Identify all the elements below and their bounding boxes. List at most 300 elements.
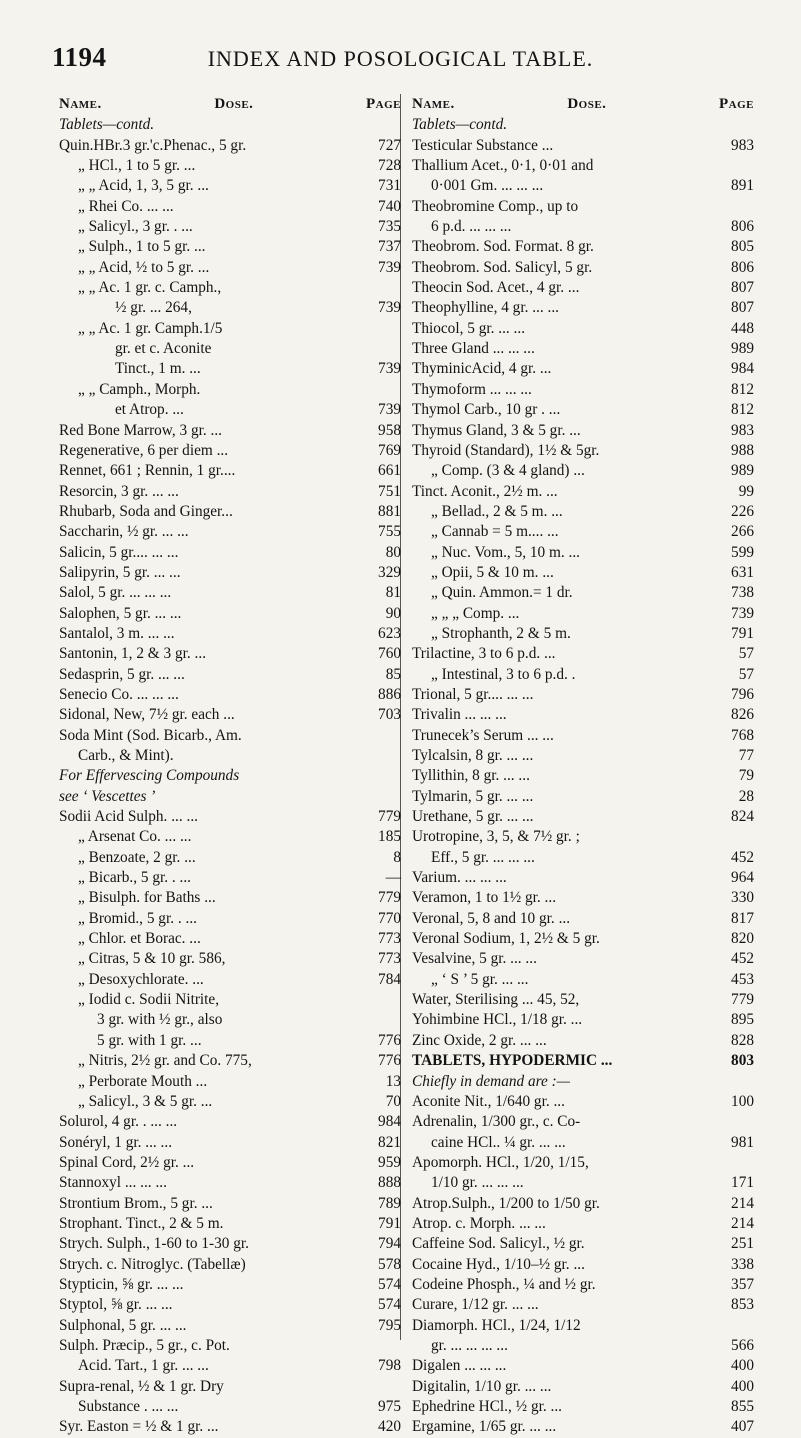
index-entry [59, 970, 401, 990]
entry-text: „ „ „ Comp. ... [431, 604, 520, 622]
index-entry [412, 1112, 754, 1132]
entry-page: 100 [731, 1092, 754, 1110]
index-entry [59, 929, 401, 949]
index-entry [412, 746, 754, 766]
entry-text: TABLETS, HYPODERMIC ... [412, 1052, 613, 1070]
entry-page: 895 [731, 1011, 754, 1029]
entry-page [397, 1010, 401, 1030]
entry-page: 623 [378, 624, 401, 642]
index-entry [412, 1194, 754, 1214]
index-entry [59, 990, 401, 1010]
entry-page: 755 [378, 523, 401, 541]
index-entry [412, 217, 754, 237]
index-entry [412, 787, 754, 807]
entry-page: 779 [731, 991, 754, 1009]
index-entry [59, 197, 401, 217]
index-entry [412, 522, 754, 542]
entry-page: 975 [378, 1398, 401, 1415]
entry-page: 958 [378, 421, 401, 439]
entry-page [397, 278, 401, 298]
entry-page: 959 [378, 1153, 401, 1171]
entry-text: Sulph. Præcip., 5 gr., c. Pot. [59, 1336, 230, 1354]
header-name: Name. [59, 96, 102, 112]
entry-text: Senecio Co. ... ... ... [59, 685, 179, 703]
entry-page: 826 [731, 706, 754, 724]
entry-page [750, 197, 754, 217]
entry-page: 886 [378, 685, 401, 703]
index-entry [412, 1092, 754, 1112]
index-entry [412, 176, 754, 196]
entry-text: ½ gr. ... 264, [115, 299, 192, 317]
entry-text: Spinal Cord, 2½ gr. ... [59, 1153, 195, 1171]
entry-text: Apomorph. HCl., 1/20, 1/15, [412, 1153, 589, 1171]
entry-text: „ „ Acid, ½ to 5 gr. ... [78, 258, 210, 276]
index-entry [59, 888, 401, 908]
entry-text: Stypticin, ⅝ gr. ... ... [59, 1275, 184, 1293]
entry-text: „ Iodid c. Sodii Nitrite, [78, 991, 220, 1009]
entry-page: 820 [731, 930, 754, 948]
entry-page: 57 [738, 665, 754, 683]
entry-page: 881 [378, 502, 401, 520]
index-entry [59, 868, 401, 888]
entry-page: 661 [378, 462, 401, 480]
index-entry [59, 1275, 401, 1295]
index-entry [59, 807, 401, 827]
entry-text: „ Bicarb., 5 gr. . ... [78, 869, 192, 887]
index-entry [412, 461, 754, 481]
index-entry [59, 482, 401, 502]
index-entry [412, 848, 754, 868]
entry-page [750, 1072, 754, 1092]
index-entry [412, 644, 754, 664]
index-entry [412, 543, 754, 563]
index-entry [412, 970, 754, 990]
index-entry [412, 136, 754, 156]
entry-text: Styptol, ⅝ gr. ... ... [59, 1296, 173, 1314]
entry-text: Sedasprin, 5 gr. ... ... [59, 665, 185, 683]
entry-text: Saccharin, ½ gr. ... ... [59, 523, 189, 541]
index-entry [412, 949, 754, 969]
entry-page: 407 [731, 1418, 754, 1436]
page-number: 1194 [52, 42, 107, 72]
entry-text: 3 gr. with ½ gr., also [97, 1011, 223, 1029]
index-entry [59, 441, 401, 461]
entry-page: 794 [378, 1235, 401, 1253]
page-header [0, 42, 801, 78]
entry-text: Chiefly in demand are :— [412, 1072, 571, 1090]
index-entry [412, 1031, 754, 1051]
entry-page: 631 [731, 563, 754, 581]
entry-page: 574 [378, 1296, 401, 1314]
column-header [59, 94, 401, 114]
index-entry [59, 1397, 401, 1417]
index-entry [412, 1295, 754, 1315]
entry-text: „ „ Acid, 1, 3, 5 gr. ... [78, 177, 209, 195]
entry-page: 566 [731, 1336, 754, 1354]
entry-text: Theophylline, 4 gr. ... ... [412, 299, 560, 317]
entry-text: Water, Sterilising ... 45, 52, [412, 991, 580, 1009]
entry-text: Santonin, 1, 2 & 3 gr. ... [59, 645, 207, 663]
entry-page: 739 [378, 299, 401, 317]
entry-page: 807 [731, 279, 754, 297]
entry-text: Supra-renal, ½ & 1 gr. Dry [59, 1377, 224, 1395]
entry-page: 251 [731, 1235, 754, 1253]
index-entry [59, 543, 401, 563]
entry-page: 13 [385, 1072, 401, 1090]
entry-page: 770 [378, 909, 401, 927]
index-entry [412, 807, 754, 827]
entry-page: 739 [731, 604, 754, 622]
entry-text: Eff., 5 gr. ... ... ... [431, 848, 535, 866]
entry-page: 171 [731, 1174, 754, 1192]
index-entry [412, 705, 754, 725]
index-entry [59, 746, 401, 766]
entry-page: 983 [731, 421, 754, 439]
entry-text: „ Bisulph. for Baths ... [78, 889, 216, 907]
index-entry [59, 583, 401, 603]
entry-page: 821 [378, 1133, 401, 1151]
entry-text: Acid. Tart., 1 gr. ... ... [78, 1357, 209, 1375]
entry-text: Carb., & Mint). [78, 747, 174, 764]
entry-page: 185 [378, 828, 401, 846]
index-entry [412, 1051, 754, 1071]
index-entry [59, 1173, 401, 1193]
entry-page: 214 [731, 1194, 754, 1212]
entry-page: 578 [378, 1255, 401, 1273]
index-entry [412, 583, 754, 603]
entry-text: Urotropine, 3, 5, & 7½ gr. ; [412, 828, 580, 846]
header-dose: Dose. [567, 96, 607, 112]
index-entry [412, 1356, 754, 1376]
entry-text: 0·001 Gm. ... ... ... [431, 177, 544, 195]
index-entry [59, 380, 401, 400]
index-entry [59, 1356, 401, 1376]
header-dose: Dose. [214, 96, 254, 112]
entry-page: 791 [731, 624, 754, 642]
index-entry [412, 1173, 754, 1193]
entry-text: Strophant. Tinct., 2 & 5 m. [59, 1214, 224, 1232]
index-entry [59, 502, 401, 522]
entry-page: 739 [378, 360, 401, 378]
index-entry [412, 319, 754, 339]
index-entry [59, 1377, 401, 1397]
entry-page: — [385, 869, 401, 887]
entry-page: 855 [731, 1398, 754, 1415]
entry-text: Rennet, 661 ; Rennin, 1 gr.... [59, 462, 236, 480]
entry-page: 99 [738, 482, 754, 500]
entry-text: Thymoform ... ... ... [412, 380, 532, 398]
entry-page [397, 990, 401, 1010]
entry-text: Salicin, 5 gr.... ... ... [59, 543, 179, 561]
entry-text: et Atrop. ... [115, 401, 184, 419]
entry-page: 329 [378, 563, 401, 581]
index-entry [412, 380, 754, 400]
entry-page: 448 [731, 319, 754, 337]
entry-page: 266 [731, 523, 754, 541]
index-entry [59, 563, 401, 583]
entry-page: 751 [378, 482, 401, 500]
header-name: Name. [412, 96, 455, 112]
entry-page: 989 [731, 462, 754, 480]
entry-page: 888 [378, 1174, 401, 1192]
index-entry [412, 888, 754, 908]
entry-page: 574 [378, 1275, 401, 1293]
entry-page: 983 [731, 136, 754, 154]
entry-text: Yohimbine HCl., 1/18 gr. ... [412, 1011, 583, 1029]
entry-text: ThyminicAcid, 4 gr. ... [412, 360, 552, 378]
index-entry [59, 461, 401, 481]
entry-text: gr. ... ... ... ... [431, 1336, 508, 1354]
entry-page: 214 [731, 1214, 754, 1232]
entry-page [397, 339, 401, 359]
index-entry [59, 1031, 401, 1051]
entry-page [397, 746, 401, 766]
entry-text: Trilactine, 3 to 6 p.d. ... [412, 645, 556, 663]
index-entry [412, 929, 754, 949]
entry-text: Urethane, 5 gr. ... ... [412, 808, 534, 826]
entry-text: Thyroid (Standard), 1½ & 5gr. [412, 441, 600, 459]
index-entry [59, 1072, 401, 1092]
index-entry [59, 522, 401, 542]
entry-page: 703 [378, 706, 401, 724]
index-entry [59, 136, 401, 156]
entry-text: „ Desoxychlorate. ... [78, 970, 204, 988]
index-entry [412, 665, 754, 685]
entry-text: Regenerative, 6 per diem ... [59, 441, 229, 459]
entry-text: Sidonal, New, 7½ gr. each ... [59, 706, 235, 724]
entry-page: 853 [731, 1296, 754, 1314]
entry-text: 5 gr. with 1 gr. ... [97, 1031, 202, 1049]
index-entry [59, 115, 401, 135]
entry-page: 79 [738, 767, 754, 785]
entry-text: Cocaine Hyd., 1/10–½ gr. ... [412, 1255, 585, 1273]
index-entry [412, 339, 754, 359]
page-title: INDEX AND POSOLOGICAL TABLE. [207, 46, 594, 71]
entry-page: 768 [731, 726, 754, 744]
entry-text: „ Intestinal, 3 to 6 p.d. . [431, 665, 576, 683]
entry-text: Veronal Sodium, 1, 2½ & 5 gr. [412, 930, 600, 948]
index-entry [59, 848, 401, 868]
index-entry [59, 685, 401, 705]
entry-page: 807 [731, 299, 754, 317]
entry-page: 77 [738, 747, 754, 764]
entry-text: „ Nuc. Vom., 5, 10 m. ... [431, 543, 581, 561]
entry-page [397, 1377, 401, 1397]
entry-text: Tylmarin, 5 gr. ... ... [412, 787, 534, 805]
entry-text: Tyllithin, 8 gr. ... ... [412, 767, 530, 785]
entry-text: Strych. c. Nitroglyc. (Tabellæ) [59, 1255, 246, 1273]
index-entry [59, 1133, 401, 1153]
entry-page: 599 [731, 543, 754, 561]
index-entry [59, 766, 401, 786]
entry-text: „ Salicyl., 3 gr. . ... [78, 218, 193, 236]
index-entry [412, 1153, 754, 1173]
entry-page: 737 [378, 238, 401, 256]
entry-text: Atrop.Sulph., 1/200 to 1/50 gr. [412, 1194, 600, 1212]
entry-page: 988 [731, 441, 754, 459]
entry-text: „ Quin. Ammon.= 1 dr. [431, 584, 573, 602]
entry-page: 784 [378, 970, 401, 988]
entry-text: „ Chlor. et Borac. ... [78, 930, 201, 948]
entry-text: „ Sulph., 1 to 5 gr. ... [78, 238, 206, 256]
index-entry [412, 1397, 754, 1417]
entry-text: Atrop. c. Morph. ... ... [412, 1214, 546, 1232]
entry-text: gr. et c. Aconite [115, 340, 212, 358]
entry-text: Thallium Acet., 0·1, 0·01 and [412, 157, 594, 175]
entry-page: 769 [378, 441, 401, 459]
entry-page: 806 [731, 258, 754, 276]
entry-text: Aconite Nit., 1/640 gr. ... [412, 1092, 565, 1110]
entry-text: Santalol, 3 m. ... ... [59, 624, 175, 642]
entry-page: 400 [731, 1377, 754, 1395]
index-entry [412, 1255, 754, 1275]
index-entry [59, 1255, 401, 1275]
entry-page: 824 [731, 808, 754, 826]
index-entry [59, 909, 401, 929]
entry-text: For Effervescing Compounds [59, 767, 240, 785]
entry-text: Veronal, 5, 8 and 10 gr. ... [412, 909, 571, 927]
index-entry [412, 197, 754, 217]
index-entry [412, 156, 754, 176]
index-entry [412, 115, 754, 135]
entry-text: Theobrom. Sod. Format. 8 gr. [412, 238, 594, 256]
entry-text: „ Bellad., 2 & 5 m. ... [431, 502, 563, 520]
index-entry [412, 827, 754, 847]
index-entry [412, 1234, 754, 1254]
index-entry [59, 1295, 401, 1315]
index-entry [412, 1336, 754, 1356]
entry-page [750, 1316, 754, 1336]
entry-page: 28 [738, 787, 754, 805]
entry-text: „ Cannab = 5 m.... ... [431, 523, 559, 541]
index-entry [412, 1072, 754, 1092]
entry-text: „ Rhei Co. ... ... [78, 197, 174, 215]
index-entry [412, 1377, 754, 1397]
entry-text: Ergamine, 1/65 gr. ... ... [412, 1418, 557, 1436]
entry-page: 727 [378, 136, 401, 154]
entry-page [750, 115, 754, 135]
index-entry [412, 868, 754, 888]
entry-page: 80 [385, 543, 401, 561]
index-entry [412, 1133, 754, 1153]
entry-page: 330 [731, 889, 754, 907]
entry-text: Strych. Sulph., 1-60 to 1-30 gr. [59, 1235, 249, 1253]
entry-page: 984 [378, 1113, 401, 1131]
entry-text: Sodii Acid Sulph. ... ... [59, 808, 198, 826]
index-entry [412, 441, 754, 461]
entry-text: Testicular Substance ... [412, 136, 554, 154]
entry-page: 795 [378, 1316, 401, 1334]
entry-page: 85 [385, 665, 401, 683]
entry-text: Sulphonal, 5 gr. ... ... [59, 1316, 187, 1334]
entry-text: „ Perborate Mouth ... [78, 1072, 208, 1090]
index-entry [59, 1214, 401, 1234]
entry-page [750, 827, 754, 847]
index-entry [412, 502, 754, 522]
entry-page: 984 [731, 360, 754, 378]
entry-text: Solurol, 4 gr. . ... ... [59, 1113, 178, 1131]
entry-text: Diamorph. HCl., 1/24, 1/12 [412, 1316, 581, 1334]
entry-page: 81 [385, 584, 401, 602]
index-entry [59, 1010, 401, 1030]
entry-text: Digalen ... ... ... [412, 1357, 507, 1375]
index-entry [59, 359, 401, 379]
index-entry [59, 1051, 401, 1071]
entry-page: 981 [731, 1133, 754, 1151]
entry-page [750, 1112, 754, 1132]
index-entry [59, 319, 401, 339]
entry-page: 891 [731, 177, 754, 195]
index-entry [412, 421, 754, 441]
entry-text: Tylcalsin, 8 gr. ... ... [412, 747, 534, 764]
entry-text: „ Opii, 5 & 10 m. ... [431, 563, 554, 581]
entry-text: Thymol Carb., 10 gr . ... [412, 401, 561, 419]
entry-page [750, 156, 754, 176]
index-entry [412, 482, 754, 502]
entry-page: 357 [731, 1275, 754, 1293]
index-entry [412, 1010, 754, 1030]
index-entry [59, 705, 401, 725]
index-entry [412, 1316, 754, 1336]
entry-page [397, 319, 401, 339]
index-entry [412, 278, 754, 298]
entry-text: Thiocol, 5 gr. ... ... [412, 319, 526, 337]
entry-page: 8 [393, 848, 401, 866]
entry-text: „ Bromid., 5 gr. . ... [78, 909, 197, 927]
entry-page [750, 1153, 754, 1173]
entry-text: Zinc Oxide, 2 gr. ... ... [412, 1031, 547, 1049]
entry-text: Veramon, 1 to 1½ gr. ... [412, 889, 557, 907]
index-entry [412, 1214, 754, 1234]
entry-page: 226 [731, 502, 754, 520]
entry-page: 791 [378, 1214, 401, 1232]
index-entry [59, 1092, 401, 1112]
index-entry [59, 1336, 401, 1356]
entry-text: Strontium Brom., 5 gr. ... [59, 1194, 213, 1212]
index-entry [59, 421, 401, 441]
entry-text: Trivalin ... ... ... [412, 706, 507, 724]
entry-text: Syr. Easton = ½ & 1 gr. ... [59, 1418, 219, 1436]
entry-text: Red Bone Marrow, 3 gr. ... [59, 421, 222, 439]
index-entry [59, 258, 401, 278]
entry-text: Substance . ... ... [78, 1398, 179, 1415]
index-entry [412, 990, 754, 1010]
entry-page: 789 [378, 1194, 401, 1212]
index-entry [59, 400, 401, 420]
entry-text: Digitalin, 1/10 gr. ... ... [412, 1377, 552, 1395]
entry-text: Resorcin, 3 gr. ... ... [59, 482, 179, 500]
index-entry [412, 909, 754, 929]
index-entry [412, 298, 754, 318]
entry-text: „ Salicyl., 3 & 5 gr. ... [78, 1092, 213, 1110]
entry-page: 739 [378, 258, 401, 276]
header-page: Page [366, 96, 401, 112]
index-entry [59, 1316, 401, 1336]
entry-page: 90 [385, 604, 401, 622]
entry-page: 779 [378, 889, 401, 907]
entry-text: Tinct. Aconit., 2½ m. ... [412, 482, 558, 500]
entry-page: 806 [731, 218, 754, 236]
index-entry [59, 1112, 401, 1132]
entry-page: 453 [731, 970, 754, 988]
index-entry [59, 644, 401, 664]
entry-page: 400 [731, 1357, 754, 1375]
entry-page: 728 [378, 157, 401, 175]
entry-text: Theocin Sod. Acet., 4 gr. ... [412, 279, 580, 297]
index-entry [59, 787, 401, 807]
index-entry [59, 1417, 401, 1437]
index-entry [59, 156, 401, 176]
